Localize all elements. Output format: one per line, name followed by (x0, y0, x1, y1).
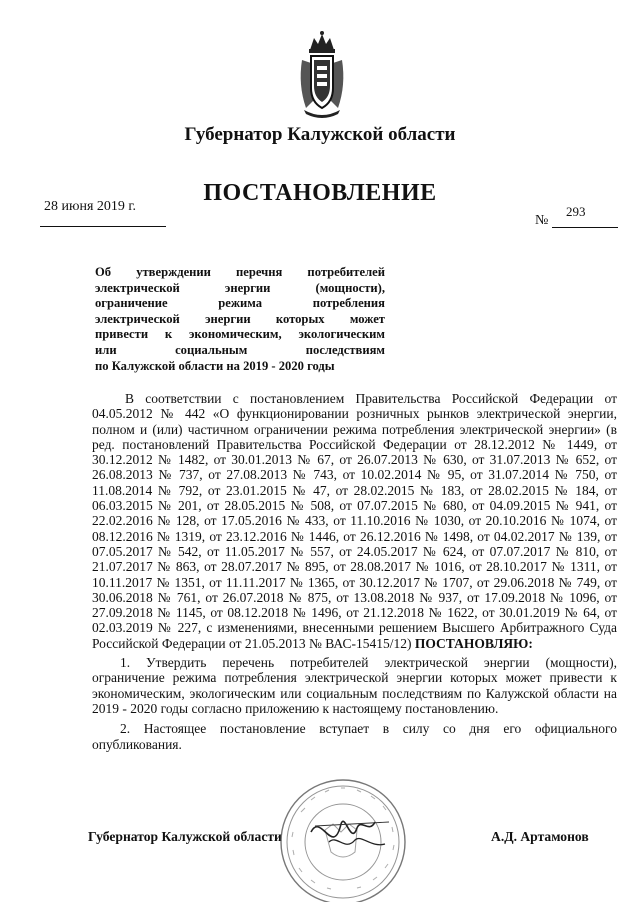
clause-2: 2. Настоящее постановление вступает в силу со дня его официального опубликования. (92, 721, 617, 752)
clause-1: 1. Утвердить перечень потребителей электрической энергии (мощности), ограничение режима потребления электрической энергии которых может привести к экономическим, экологическим или социальным последствиям по Калужской области на 2019 - 2020 годы согласно приложению к настоящему постановлению. (92, 655, 617, 716)
number-underline (552, 227, 618, 228)
signatory-role: Губернатор Калужской области (88, 829, 282, 844)
issuing-authority: Губернатор Калужской области (184, 124, 456, 145)
document-body (92, 391, 617, 752)
document-subject (95, 265, 385, 374)
subject-line: электрической энергии (мощности), (95, 280, 385, 295)
number-sign: № (535, 213, 549, 228)
document-number: 293 (566, 204, 586, 219)
official-seal-icon (271, 772, 419, 902)
subject-line: привести к экономическим, экологическим (95, 327, 385, 342)
subject-line: по Калужской области на 2019 - 2020 годы (95, 358, 335, 373)
preamble-text: В соответствии с постановлением Правительства Российской Федерации от 04.05.2012 № 442 «О функционировании розничных рынков электрической энергии, полном и (или) частичном ограничении режима потребления электрической энергии» (в ред. постановлений Правительства Российской Федерации от 28.12.2012 № 1449, от 30.12.2012 № 1482, от 30.01.2013 № 67, от 26.07.2013 № 630, от 31.07.2013 № 652, от 26.08.2013 № 737, от 27.08.2013 № 743, от 10.02.2014 № 95, от 31.07.2014 № 750, от 11.08.2014 № 792, от 23.01.2015 № 47, от 28.02.2015 № 183, от 28.02.2015 № 184, от 06.03.2015 № 201, от 28.05.2015 № 508, от 07.07.2015 № 680, от 04.09.2015 № 941, от 22.02.2016 № 128, от 17.05.2016 № 433, от 11.10.2016 № 1030, от 20.10.2016 № 1074, от 08.12.2016 № 1319, от 23.12.2016 № 1446, от 26.12.2016 № 1498, от 04.02.2017 № 139, от 07.05.2017 № 542, от 11.05.2017 № 557, от 24.05.2017 № 624, от 07.07.2017 № 810, от 21.07.2017 № 863, от 28.07.2017 № 895, от 28.08.2017 № 1016, от 28.10.2017 № 1311, от 10.11.2017 № 1351, от 11.11.2017 № 1365, от 30.12.2017 № 1707, от 29.06.2018 № 749, от 30.06.2018 № 761, от 26.07.2018 № 875, от 13.08.2018 № 937, от 17.09.2018 № 1096, от 27.09.2018 № 1145, от 08.12.2018 № 1496, от 21.12.2018 № 1622, от 30.01.2019 № 64, от 02.03.2019 № 227, с изменениями, внесенными решением Высшего Арбитражного Суда Российской Федерации от 21.05.2013 № ВАС-15415/12) (92, 391, 617, 651)
subject-line: или социальным последствиям (95, 342, 385, 357)
resolve-keyword: ПОСТАНОВЛЯЮ: (414, 635, 533, 651)
date-underline (40, 226, 166, 227)
signatory-name: А.Д. Артамонов (491, 829, 589, 844)
preamble-paragraph (92, 391, 617, 651)
subject-line: электрической энергии которых может (95, 311, 385, 326)
document-date: 28 июня 2019 г. (44, 199, 137, 214)
document-type-title: ПОСТАНОВЛЕНИЕ (203, 180, 437, 206)
subject-line: ограничение режима потребления (95, 296, 385, 311)
subject-line: Об утверждении перечня потребителей (95, 265, 385, 279)
coat-of-arms-icon (296, 30, 348, 118)
